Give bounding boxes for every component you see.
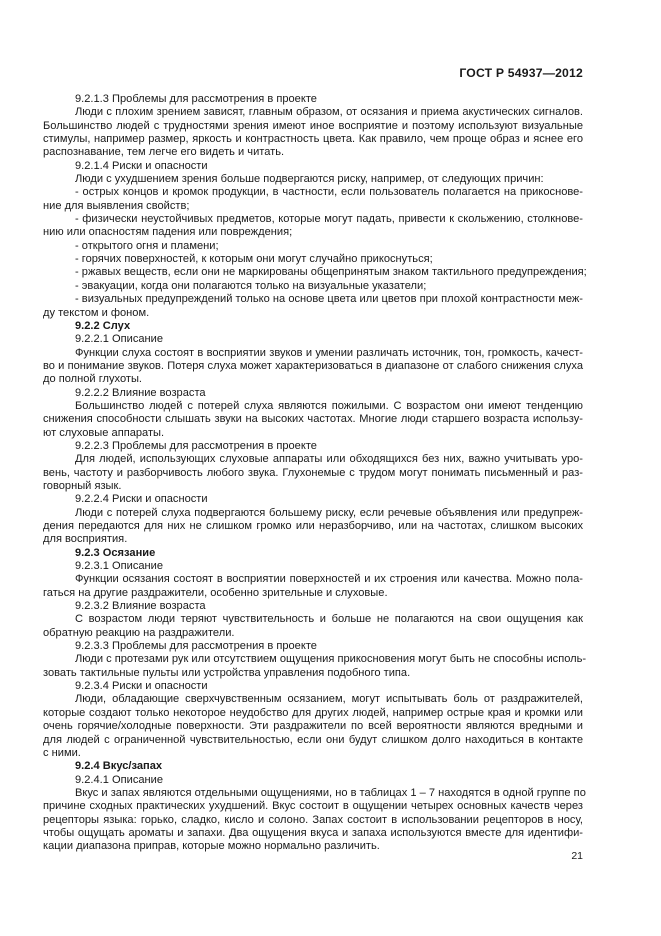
paragraph-line: Люди с ухудшением зрения больше подвергаются риску, например, от следующих причин: [75, 173, 544, 186]
paragraph-line: распознавание, тем легче его видеть и читать. [43, 146, 285, 159]
standard-header: ГОСТ Р 54937—2012 [459, 66, 583, 80]
paragraph-line: гаться на другие раздражители, особенно зрительные и слуховые. [43, 586, 388, 599]
section-heading: 9.2.4 Вкус/запах [75, 760, 163, 773]
list-item-line: нию или опасностям падения или повреждения; [43, 226, 293, 239]
paragraph-line: для людей с ограниченной чувствительностью, если они будут слишком долго находиться в контакте [43, 733, 583, 746]
subsection-heading: 9.2.3.2 Влияние возраста [75, 600, 206, 613]
paragraph-line: ют слуховые аппараты. [43, 426, 165, 439]
subsection-heading: 9.2.3.4 Риски и опасности [75, 680, 208, 693]
paragraph-line: снижения способности слышать звуки на высоких частотах. Многие люди старшего возраста использу- [43, 413, 583, 426]
paragraph-line: С возрастом люди теряют чувствительность и больше не полагаются на свои ощущения как [75, 613, 583, 626]
list-item-line: - горячих поверхностей, к которым они могут случайно прикоснуться; [75, 253, 433, 266]
paragraph-line: Люди с потерей слуха подвергаются большему риску, если речевые объявления или предупреж- [75, 506, 583, 519]
list-item-line: - эвакуации, когда они полагаются только на визуальные указатели; [75, 279, 427, 292]
paragraph-line: кации диапазона приправ, которые можно нормально различить. [43, 840, 380, 853]
subsection-heading: 9.2.4.1 Описание [75, 773, 164, 786]
subsection-heading: 9.2.2.1 Описание [75, 333, 164, 346]
list-item-line: - визуальных предупреждений только на основе цвета или цветов при плохой контрастности меж- [75, 293, 583, 306]
list-item-line: - острых концов и кромок продукции, в частности, если пользователь полагается на прикоснове- [75, 186, 583, 199]
document-body [43, 93, 587, 854]
subsection-heading: 9.2.3.1 Описание [75, 560, 164, 573]
paragraph-line: Большинство людей с трудностями зрения имеют иное восприятие и поэтому используют визуальные [43, 119, 583, 132]
section-heading: 9.2.2 Слух [75, 319, 131, 332]
list-item-line: - ржавых веществ, если они не маркированы общепринятым знаком тактильного предупреждения; [75, 266, 587, 279]
page-number: 21 [571, 850, 583, 862]
paragraph-line: говорный язык. [43, 479, 122, 492]
paragraph-line: рецепторы языка: горько, сладко, кисло и солоно. Запах состоит в использовании рецепторов в носу, [43, 813, 583, 826]
paragraph-line: с ними. [43, 746, 81, 759]
subsection-heading: 9.2.3.3 Проблемы для рассмотрения в проекте [75, 640, 317, 653]
paragraph-line: зовать тактильные пульты или устройства управления подобного типа. [43, 666, 411, 679]
list-item-line: ние для выявления свойств; [43, 199, 190, 212]
paragraph-line: во и понимание звуков. Потеря слуха может характеризоваться в диапазоне от слабого снижения слуха [43, 359, 583, 372]
paragraph-line: Функции осязания состоят в восприятии поверхностей и их строения или качества. Можно пола- [75, 573, 583, 586]
subsection-heading: 9.2.2.4 Риски и опасности [75, 493, 208, 506]
paragraph-line: до полной глухоты. [43, 373, 143, 386]
paragraph-line: стимулы, например размер, яркость и контрастность цвета. Как правило, чем проще образ и яснее его [43, 133, 583, 146]
paragraph-line: вень, частоту и разборчивость любого звука. Глухонемые с трудом могут понимать письменный и раз- [43, 466, 583, 479]
subsection-heading: 9.2.2.3 Проблемы для рассмотрения в проекте [75, 439, 317, 452]
paragraph-line: Люди с плохим зрением зависят, главным образом, от осязания и приема акустических сигналов. [75, 106, 583, 119]
paragraph-line: причине сходных практических ухудшений. Вкус состоит в ощущении четырех основных качеств через [43, 800, 583, 813]
list-item-line: - открытого огня и пламени; [75, 239, 219, 252]
subsection-heading: 9.2.1.4 Риски и опасности [75, 159, 208, 172]
paragraph-line: обратную реакцию на раздражители. [43, 626, 235, 639]
subsection-heading: 9.2.2.2 Влияние возраста [75, 386, 206, 399]
paragraph-line: Большинство людей с потерей слуха являются пожилыми. С возрастом они имеют тенденцию [75, 399, 583, 412]
paragraph-line: дения передаются для них не слишком громко или неразборчиво, или на частотах, слишком высоких [43, 520, 583, 532]
paragraph-line: чтобы ощущать ароматы и запахи. Два ощущения вкуса и запаха используются вместе для идентифи- [43, 826, 583, 839]
subsection-heading: 9.2.1.3 Проблемы для рассмотрения в проекте [75, 93, 317, 105]
paragraph-line: Функции слуха состоят в восприятии звуков и умении различать источник, тон, громкость, качест- [75, 346, 583, 359]
list-item-line: ду текстом и фоном. [43, 306, 150, 319]
paragraph-line: которые создают только некоторое неудобство для других людей, например острые края и кромки или [43, 706, 583, 719]
paragraph-line: Для людей, использующих слуховые аппараты или обходящихся без них, важно учитывать уро- [75, 453, 583, 466]
paragraph-line: Вкус и запах являются отдельными ощущениями, но в таблицах 1 – 7 находятся в одной группе по [75, 786, 586, 799]
section-heading: 9.2.3 Осязание [75, 546, 156, 559]
paragraph-line: Люди с протезами рук или отсутствием ощущения прикосновения могут быть не способны исполь- [75, 653, 587, 666]
paragraph-line: очень горячие/холодные поверхности. Эти раздражители по всей вероятности являются вредными и [43, 720, 583, 733]
paragraph-line: для восприятия. [43, 533, 128, 546]
paragraph-line: Люди, обладающие сверхчувственным осязанием, могут испытывать боль от раздражителей, [75, 693, 583, 706]
list-item-line: - физически неустойчивых предметов, которые могут падать, привести к скольжению, столкнове- [75, 213, 583, 226]
